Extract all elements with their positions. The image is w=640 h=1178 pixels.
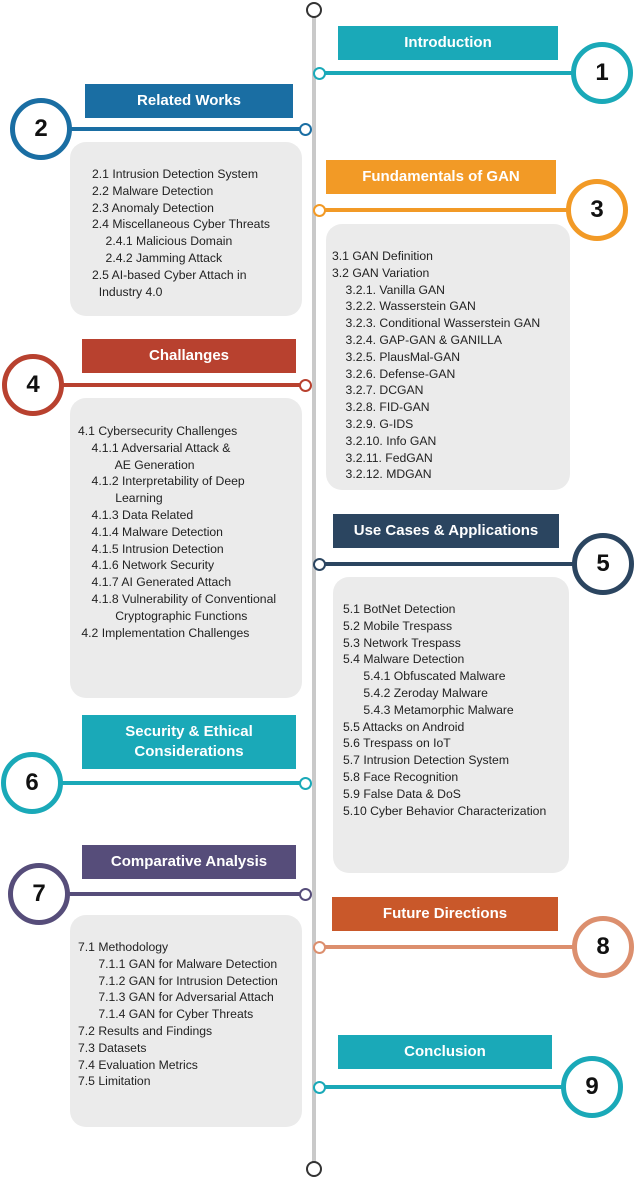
timeline-node-2 xyxy=(299,123,312,136)
section-3-item: 3.2.6. Defense-GAN xyxy=(332,366,456,381)
section-4-title: Challanges xyxy=(82,339,296,373)
section-4-content-box xyxy=(70,398,302,698)
section-7-item: 7.1.3 GAN for Adversarial Attach xyxy=(78,990,274,1005)
timeline-node-3 xyxy=(313,204,326,217)
section-5-item: 5.10 Cyber Behavior Characterization xyxy=(343,803,547,818)
section-3-item: 3.2.7. DCGAN xyxy=(332,383,424,398)
timeline-node-5 xyxy=(313,558,326,571)
section-5-item: 5.9 False Data & DoS xyxy=(343,786,461,801)
section-3-item: 3.2.1. Vanilla GAN xyxy=(332,282,445,297)
section-4-item: 4.1.3 Data Related xyxy=(78,507,194,522)
section-2-number-badge: 2 xyxy=(10,98,72,160)
section-5-item: 5.5 Attacks on Android xyxy=(343,719,465,734)
section-7-item: 7.1.4 GAN for Cyber Threats xyxy=(78,1007,254,1022)
section-3-item: 3.2.2. Wasserstein GAN xyxy=(332,299,476,314)
section-2-item: 2.5 AI-based Cyber Attach in xyxy=(92,267,247,282)
section-7-item: 7.5 Limitation xyxy=(78,1074,151,1089)
section-6-title: Security & Ethical Considerations xyxy=(82,715,296,769)
section-3-item: 3.2.4. GAP-GAN & GANILLA xyxy=(332,332,503,347)
section-5-item: 5.4.2 Zeroday Malware xyxy=(343,685,488,700)
section-4-item: 4.1.8 Vulnerability of Conventional xyxy=(78,591,277,606)
section-7-items xyxy=(78,939,278,1090)
section-7-title: Comparative Analysis xyxy=(82,845,296,879)
section-3-number-badge: 3 xyxy=(566,179,628,241)
section-2-item: 2.4.1 Malicious Domain xyxy=(92,234,233,249)
connector-line-8 xyxy=(318,945,585,949)
connector-line-9 xyxy=(318,1085,580,1089)
section-3-item: 3.2.12. MDGAN xyxy=(332,467,432,482)
section-4-item: 4.1.1 Adversarial Attack & xyxy=(78,440,231,455)
section-7-item: 7.2 Results and Findings xyxy=(78,1023,213,1038)
section-1-number-badge: 1 xyxy=(571,42,633,104)
connector-line-7 xyxy=(38,892,306,896)
section-2-item: 2.2 Malware Detection xyxy=(92,183,214,198)
connector-line-5 xyxy=(318,562,585,566)
section-5-item: 5.3 Network Trespass xyxy=(343,635,461,650)
connector-line-1 xyxy=(318,71,580,75)
section-3-item: 3.1 GAN Definition xyxy=(332,249,433,263)
section-4-item: AE Generation xyxy=(78,457,195,472)
section-2-item: 2.4.2 Jamming Attack xyxy=(92,250,223,265)
section-6-number-badge: 6 xyxy=(1,752,63,814)
section-7-item: 7.4 Evaluation Metrics xyxy=(78,1057,198,1072)
section-3-item: 3.2.5. PlausMal-GAN xyxy=(332,349,461,364)
section-2-title: Related Works xyxy=(85,84,293,118)
timeline-node-6 xyxy=(299,777,312,790)
section-2-content-box xyxy=(70,142,302,316)
section-4-item: 4.1.6 Network Security xyxy=(78,558,215,573)
section-5-content-box xyxy=(333,577,569,873)
section-5-item: 5.7 Intrusion Detection System xyxy=(343,753,509,768)
section-5-item: 5.1 BotNet Detection xyxy=(343,602,456,616)
timeline-node-1 xyxy=(313,67,326,80)
section-2-item: 2.4 Miscellaneous Cyber Threats xyxy=(92,217,270,232)
section-4-items xyxy=(78,423,276,641)
section-5-item: 5.2 Mobile Trespass xyxy=(343,618,453,633)
section-8-title: Future Directions xyxy=(332,897,558,931)
connector-line-4 xyxy=(38,383,306,387)
section-5-item: 5.6 Trespass on IoT xyxy=(343,736,451,751)
section-4-item: 4.1.7 AI Generated Attach xyxy=(78,575,232,590)
section-3-items xyxy=(332,248,540,483)
section-9-number-badge: 9 xyxy=(561,1056,623,1118)
timeline-spine xyxy=(312,12,316,1168)
section-7-item: 7.3 Datasets xyxy=(78,1040,147,1055)
section-5-item: 5.8 Face Recognition xyxy=(343,769,459,784)
section-8-number-badge: 8 xyxy=(572,916,634,978)
section-5-item: 5.4.3 Metamorphic Malware xyxy=(343,702,514,717)
section-3-item: 3.2.11. FedGAN xyxy=(332,450,433,465)
section-7-content-box xyxy=(70,915,302,1127)
timeline-node-7 xyxy=(299,888,312,901)
section-7-item: 7.1.2 GAN for Intrusion Detection xyxy=(78,973,278,988)
section-3-item: 3.2.9. G-IDS xyxy=(332,416,414,431)
section-4-item: 4.1.2 Interpretability of Deep xyxy=(78,474,245,489)
section-4-item: 4.1.5 Intrusion Detection xyxy=(78,541,224,556)
section-9-title: Conclusion xyxy=(338,1035,552,1069)
section-4-item: 4.1 Cybersecurity Challenges xyxy=(78,424,238,438)
section-2-item: Industry 4.0 xyxy=(92,284,163,299)
section-4-item: Cryptographic Functions xyxy=(78,608,248,623)
section-3-item: 3.2 GAN Variation xyxy=(332,265,430,280)
section-5-title: Use Cases & Applications xyxy=(333,514,559,548)
section-4-item: 4.2 Implementation Challenges xyxy=(78,625,250,640)
section-4-number-badge: 4 xyxy=(2,354,64,416)
section-2-item: 2.1 Intrusion Detection System xyxy=(92,167,258,181)
section-7-item: 7.1.1 GAN for Malware Detection xyxy=(78,956,278,971)
section-3-item: 3.2.8. FID-GAN xyxy=(332,400,430,415)
timeline-node-4 xyxy=(299,379,312,392)
section-3-item: 3.2.3. Conditional Wasserstein GAN xyxy=(332,316,541,331)
connector-line-2 xyxy=(38,127,306,131)
section-5-items xyxy=(343,601,546,819)
section-3-content-box xyxy=(326,224,570,490)
section-1-title: Introduction xyxy=(338,26,558,60)
section-5-item: 5.4.1 Obfuscated Malware xyxy=(343,669,506,684)
section-7-number-badge: 7 xyxy=(8,863,70,925)
connector-line-3 xyxy=(318,208,580,212)
section-4-item: 4.1.4 Malware Detection xyxy=(78,524,223,539)
connector-line-6 xyxy=(38,781,306,785)
timeline-node-9 xyxy=(313,1081,326,1094)
section-2-item: 2.3 Anomaly Detection xyxy=(92,200,214,215)
timeline-end-dot xyxy=(306,1161,322,1177)
section-2-items xyxy=(92,166,270,300)
section-5-number-badge: 5 xyxy=(572,533,634,595)
timeline-start-dot xyxy=(306,2,322,18)
section-3-title: Fundamentals of GAN xyxy=(326,160,556,194)
section-5-item: 5.4 Malware Detection xyxy=(343,652,465,667)
section-4-item: Learning xyxy=(78,491,163,506)
section-7-item: 7.1 Methodology xyxy=(78,940,169,954)
timeline-node-8 xyxy=(313,941,326,954)
section-3-item: 3.2.10. Info GAN xyxy=(332,433,437,448)
